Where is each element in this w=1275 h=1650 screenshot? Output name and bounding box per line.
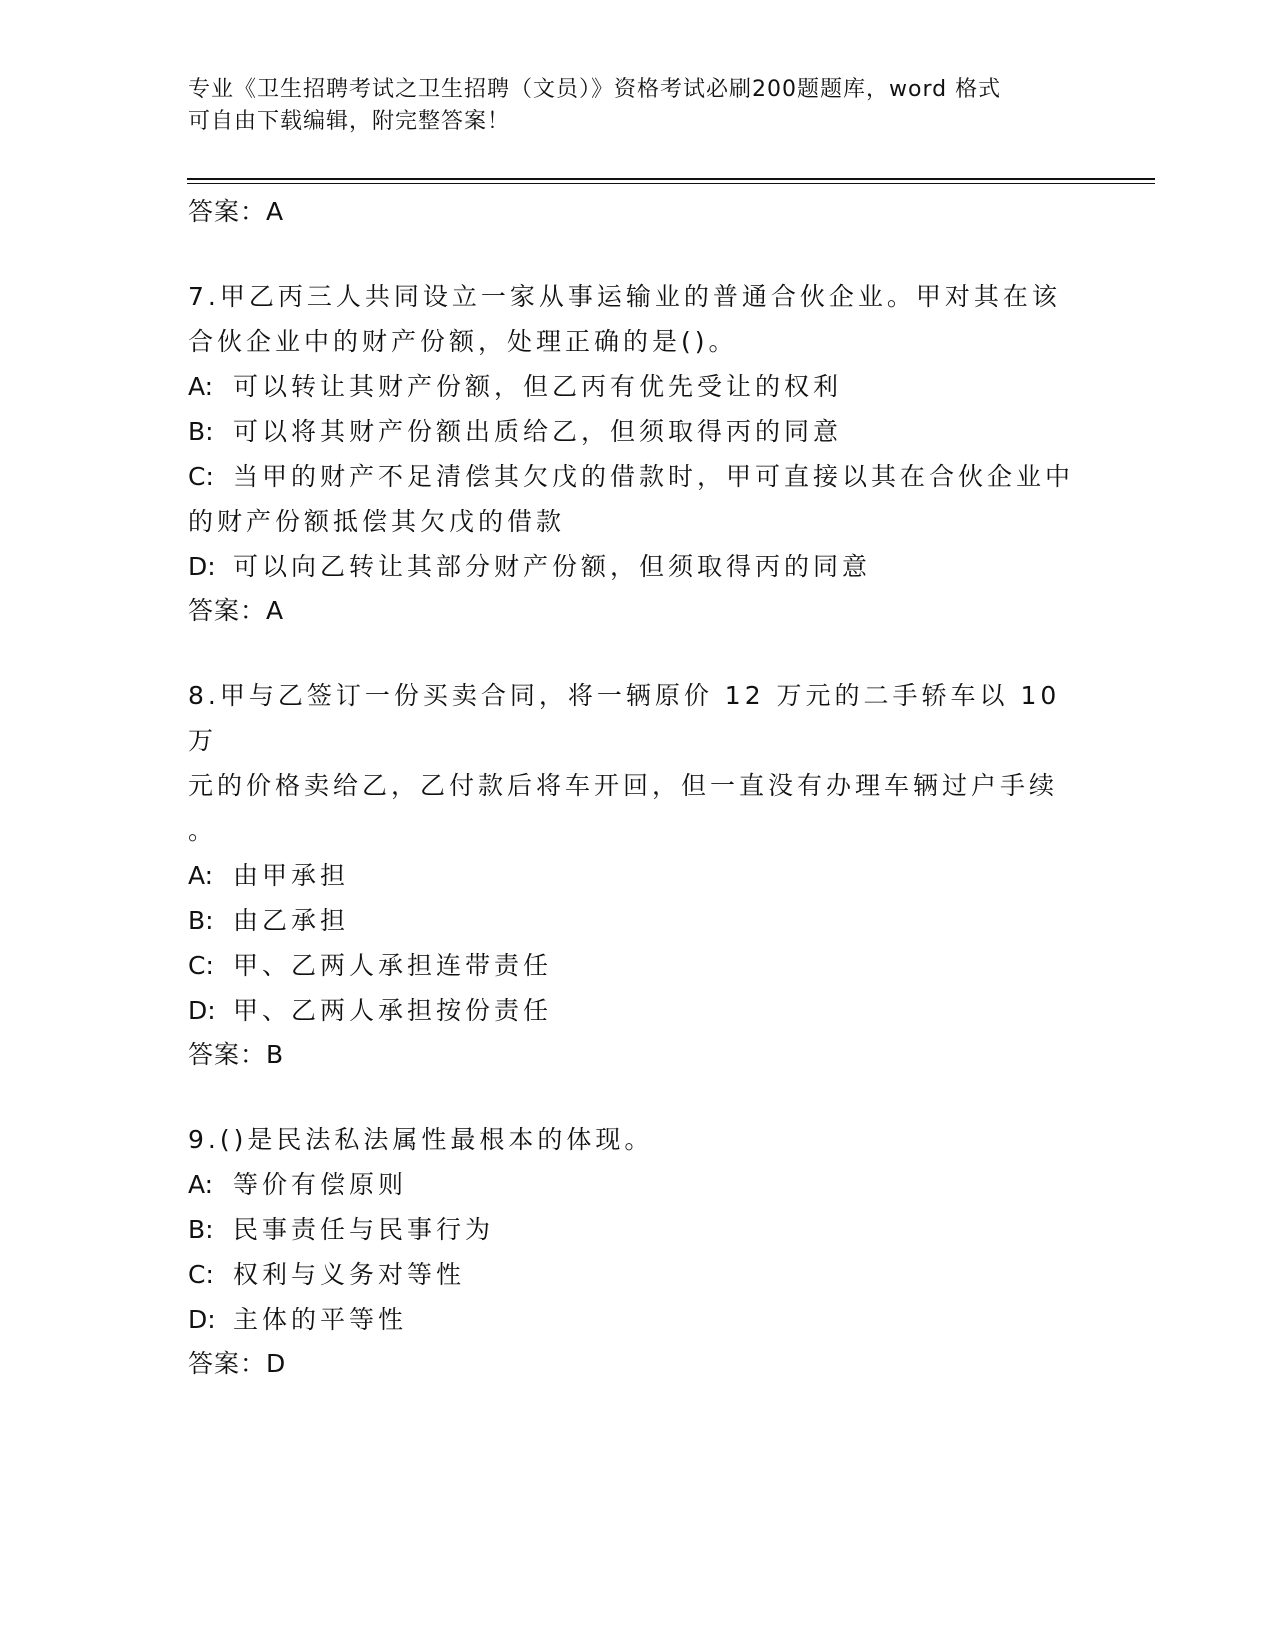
option-line <box>188 454 1088 499</box>
option-text: 可以向乙转让其部分财产份额，但须取得丙的同意 <box>233 552 872 581</box>
option-letter: B: <box>188 417 214 446</box>
option-text: 等价有偿原则 <box>233 1170 408 1199</box>
question-stem-line: 。 <box>188 816 218 845</box>
answer-line: 答案：D <box>188 1349 287 1378</box>
header-line-2: 可自由下载编辑，附完整答案！ <box>188 109 511 134</box>
option-text: 主体的平等性 <box>233 1305 408 1334</box>
header-divider-thin <box>187 183 1155 184</box>
option-line <box>188 1252 1088 1297</box>
option-letter: D: <box>188 552 216 581</box>
option-line <box>188 1162 1088 1207</box>
option-letter: C: <box>188 951 214 980</box>
option-text: 甲、乙两人承担按份责任 <box>233 996 553 1025</box>
option-line <box>188 499 1088 544</box>
option-line <box>188 898 1088 943</box>
header-divider-thick <box>187 178 1155 180</box>
option-letter: B: <box>188 906 214 935</box>
option-letter: C: <box>188 1260 214 1289</box>
option-letter: C: <box>188 462 214 491</box>
option-line <box>188 364 1088 409</box>
question-block <box>188 1117 1088 1386</box>
question-stem-line: 7.甲乙丙三人共同设立一家从事运输业的普通合伙企业。甲对其在该 <box>188 282 1061 311</box>
option-text: 由乙承担 <box>233 906 350 935</box>
question-block <box>188 274 1088 633</box>
previous-answer: 答案：A <box>188 197 285 226</box>
option-line <box>188 409 1088 454</box>
question-stem-line: 9.()是民法私法属性最根本的体现。 <box>188 1125 654 1154</box>
question-list <box>188 274 1088 1386</box>
option-line <box>188 544 1088 589</box>
option-line <box>188 1207 1088 1252</box>
option-line <box>188 853 1088 898</box>
header-line-1: 专业《卫生招聘考试之卫生招聘（文员）》资格考试必刷200题题库，word 格式 <box>188 77 1002 102</box>
option-letter: A: <box>188 1170 214 1199</box>
page-header <box>188 74 1068 138</box>
option-text: 的财产份额抵偿其欠戊的借款 <box>188 507 566 536</box>
answer-line: 答案：B <box>188 1040 285 1069</box>
option-letter: B: <box>188 1215 214 1244</box>
option-text: 当甲的财产不足清偿其欠戊的借款时，甲可直接以其在合伙企业中 <box>233 462 1075 491</box>
option-line <box>188 988 1088 1033</box>
option-text: 可以转让其财产份额，但乙丙有优先受让的权利 <box>233 372 843 401</box>
question-stem-line: 8.甲与乙签订一份买卖合同，将一辆原价 12 万元的二手轿车以 10 万 <box>188 681 1061 755</box>
question-stem-line: 元的价格卖给乙，乙付款后将车开回，但一直没有办理车辆过户手续 <box>188 771 1059 800</box>
option-letter: D: <box>188 1305 216 1334</box>
option-line <box>188 943 1088 988</box>
option-letter: A: <box>188 372 214 401</box>
question-stem-line: 合伙企业中的财产份额，处理正确的是()。 <box>188 327 738 356</box>
option-letter: A: <box>188 861 214 890</box>
answer-line: 答案：A <box>188 596 285 625</box>
option-text: 由甲承担 <box>233 861 350 890</box>
option-letter: D: <box>188 996 216 1025</box>
option-line <box>188 1297 1088 1342</box>
document-body <box>188 190 1088 1386</box>
option-text: 民事责任与民事行为 <box>233 1215 495 1244</box>
option-text: 权利与义务对等性 <box>233 1260 466 1289</box>
option-text: 甲、乙两人承担连带责任 <box>233 951 553 980</box>
option-text: 可以将其财产份额出质给乙，但须取得丙的同意 <box>233 417 843 446</box>
question-block <box>188 673 1088 1077</box>
